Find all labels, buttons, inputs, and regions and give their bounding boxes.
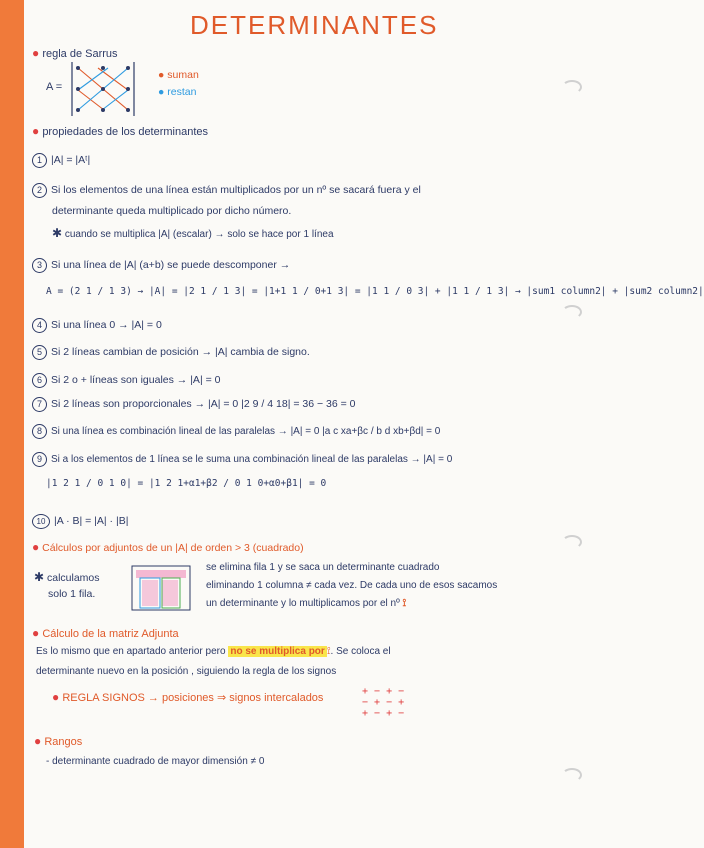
rangos-heading: ● Rangos (34, 734, 83, 748)
prop-item: 4 Si una línea 0 → |A| = 0 (32, 318, 162, 333)
sarrus-label: A = (46, 81, 63, 93)
asterisk-icon: ✱ (34, 570, 45, 584)
prop-item-formula: A = (2 1 / 1 3) → |A| = |2 1 / 1 3| = |1+1 1 / 0+1 3| = |1 1 / 0 3| + |1 1 / 1 3| → |sum1 column2| + |sum2 column2| (46, 286, 704, 297)
rangos-text: - determinante cuadrado de mayor dimensión ≠ 0 (46, 756, 265, 767)
adjuntos-label: solo 1 fila. (48, 588, 96, 600)
adjuntos-heading: ● Cálculos por adjuntos de un |A| de orden > 3 (cuadrado) (32, 540, 304, 554)
signs-matrix (362, 686, 404, 719)
pin-icon: ⟟ (402, 598, 407, 609)
sarrus-diagram (68, 58, 140, 120)
sarrus-heading: ● regla de Sarrus (32, 46, 118, 60)
matrix-sketch (128, 562, 194, 614)
props-heading: ● propiedades de los determinantes (32, 124, 209, 138)
ring-hole-icon (562, 305, 582, 319)
legend-restan: ● restan (158, 86, 197, 98)
pin-icon: ⟟ (326, 646, 331, 657)
bullet-icon: ● (34, 734, 42, 748)
bullet-icon: ● (32, 46, 40, 60)
prop-item-note: ✱ cuando se multiplica |A| (escalar) → solo se hace por 1 línea (52, 226, 334, 240)
signs-row: − + − + (362, 697, 405, 708)
prop-item-cont: determinante queda multiplicado por dicho número. (52, 205, 292, 217)
signs-row: + − + − (362, 686, 405, 697)
prop-item: 7 Si 2 líneas son proporcionales → |A| = 0 |2 9 / 4 18| = 36 − 36 = 0 (32, 397, 356, 412)
bullet-icon: ● (32, 124, 40, 138)
prop-item-formula: |1 2 1 / 0 1 0| = |1 2 1+α1+β2 / 0 1 0+α0+β1| = 0 (46, 478, 327, 489)
legend-suman: ● suman (158, 69, 199, 81)
adjuntos-text: un determinante y lo multiplicamos por el nº ⟟ (206, 598, 407, 609)
prop-item: 3 Si una línea de |A| (a+b) se puede descomponer → (32, 258, 290, 273)
bullet-icon: ● (32, 540, 40, 554)
ring-hole-icon (562, 535, 582, 549)
signs-row: + − + − (362, 708, 405, 719)
bullet-icon: ● (32, 626, 40, 640)
prop-item: 2 Si los elementos de una línea están multiplicados por un nº se sacará fuera y el (32, 183, 421, 198)
margin-bar (0, 0, 24, 848)
prop-item: 9 Si a los elementos de 1 línea se le suma una combinación lineal de las paralelas → |A| = 0 (32, 452, 452, 467)
ring-hole-icon (562, 768, 582, 782)
ring-hole-icon (562, 80, 582, 94)
adjuntos-label: ✱ calculamos (34, 570, 100, 584)
prop-item: 10 |A · B| = |A| · |B| (32, 514, 128, 529)
prop-item: 6 Si 2 o + líneas son iguales → |A| = 0 (32, 373, 220, 388)
adjuntos-text: se elimina fila 1 y se saca un determinante cuadrado (206, 562, 440, 573)
adjunta-text: Es lo mismo que en apartado anterior pero no se multiplica por ⟟. Se coloca el (36, 646, 391, 657)
adjunta-heading: ● Cálculo de la matriz Adjunta (32, 626, 179, 640)
adjunta-text: determinante nuevo en la posición , siguiendo la regla de los signos (36, 666, 337, 677)
page-title: DETERMINANTES (190, 10, 439, 40)
prop-item: 1 |A| = |Aᵗ| (32, 153, 90, 168)
prop-item: 8 Si una línea es combinación lineal de las paralelas → |A| = 0 |a c xa+βc / b d xb+βd| = 0 (32, 424, 440, 439)
prop-item: 5 Si 2 líneas cambian de posición → |A| cambia de signo. (32, 345, 310, 360)
signs-rule: ● REGLA SIGNOS → posiciones ⇒ signos intercalados (52, 690, 324, 704)
adjuntos-text: eliminando 1 columna ≠ cada vez. De cada uno de esos sacamos (206, 580, 498, 591)
